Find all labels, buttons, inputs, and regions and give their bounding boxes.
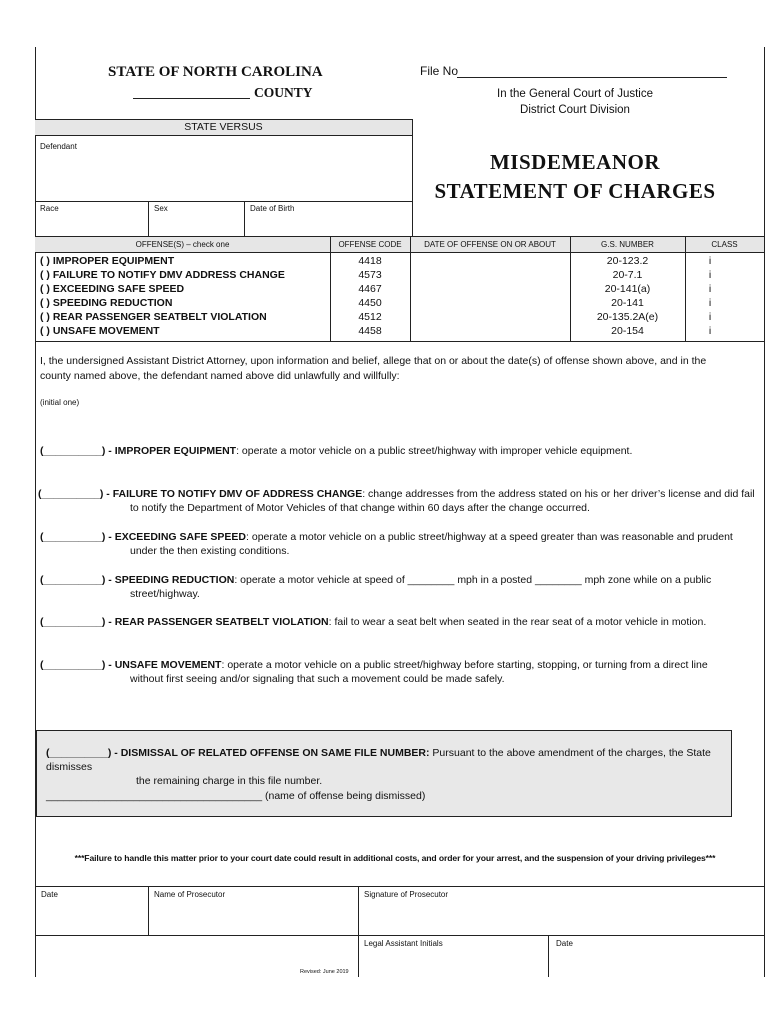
title-line1: MISDEMEANOR	[489, 150, 660, 174]
offense-class: i	[708, 297, 712, 309]
footer-top	[35, 886, 764, 887]
charge-text: : operate a motor vehicle at speed of ________ mph in a posted ________ mph zone while on a public	[234, 574, 712, 586]
gs-number: 20-7.1	[612, 269, 643, 281]
charge-title: - IMPROPER EQUIPMENT	[105, 445, 237, 457]
dismissal-body: Pursuant to the above amendment of the charges, the State dismisses	[46, 747, 711, 773]
title-line2: STATEMENT OF CHARGES	[434, 179, 716, 203]
offense-class: i	[708, 325, 712, 337]
date-field[interactable]	[36, 900, 147, 934]
charge-initial-blank[interactable]: (__________)	[40, 659, 106, 671]
county-label: COUNTY	[254, 85, 313, 100]
footer-legal-assistant-label: Legal Assistant Initials	[364, 939, 443, 948]
offense-code: 4418	[358, 255, 382, 267]
footer-prosecutor-label: Name of Prosecutor	[154, 890, 226, 899]
state-versus-bar: STATE VERSUS	[35, 119, 412, 136]
footer-mid	[35, 935, 764, 936]
defendant-field[interactable]	[36, 152, 411, 200]
dismissal-initial-blank[interactable]: (__________)	[46, 747, 112, 759]
county-blank[interactable]	[133, 98, 250, 99]
charge-initial-blank[interactable]: (__________)	[38, 488, 104, 500]
dismissal-offense-label: (name of offense being dismissed)	[265, 790, 426, 802]
gs-number: 20-135.2A(e)	[596, 311, 659, 323]
charge-title: - REAR PASSENGER SEATBELT VIOLATION	[105, 616, 329, 628]
charge-text: : change addresses from the address stated on his or her driver’s license and did fail	[362, 488, 755, 500]
date-of-offense-field[interactable]	[411, 253, 569, 341]
charge-initial-blank[interactable]: (__________)	[40, 616, 106, 628]
gs-number: 20-141	[611, 297, 644, 309]
file-no-label: File No	[420, 64, 459, 78]
charge-text: : operate a motor vehicle on a public street/highway before starting, stopping, or turning from a direct line	[221, 659, 708, 671]
offense-option[interactable]: ( ) SPEEDING REDUCTION	[40, 297, 173, 309]
offense-option[interactable]: ( ) REAR PASSENGER SEATBELT VIOLATION	[40, 311, 267, 323]
court-line2: District Court Division	[520, 104, 630, 116]
charge-text-cont: under the then existing conditions.	[130, 545, 290, 557]
prosecutor-signature-field[interactable]	[359, 900, 763, 934]
footer-date2-label: Date	[556, 939, 573, 948]
gs-number: 20-123.2	[606, 255, 649, 267]
file-no-input[interactable]	[457, 77, 727, 78]
table-header-bottom	[35, 252, 764, 253]
charge-seatbelt	[40, 615, 760, 629]
initial-one-label: (initial one)	[40, 398, 80, 407]
statement-text: I, the undersigned Assistant District Attorney, upon information and belief, allege that on or about the date(s) of offense shown above, and in the county named above, the defendant named above did unlawfully and willfully:	[40, 355, 707, 382]
legal-assistant-initials-field[interactable]	[359, 950, 547, 976]
charge-initial-blank[interactable]: (__________)	[40, 445, 106, 457]
right-border	[764, 47, 765, 977]
offense-option[interactable]: ( ) IMPROPER EQUIPMENT	[40, 255, 175, 267]
revised-label: Revised: June 2019	[300, 969, 349, 975]
race-label: Race	[40, 204, 59, 213]
code-column	[330, 254, 410, 338]
dob-label: Date of Birth	[250, 204, 295, 213]
class-column	[685, 254, 735, 338]
table-bottom	[35, 341, 764, 342]
charge-improper-equipment	[40, 444, 760, 458]
offense-code: 4458	[358, 325, 382, 337]
offense-code: 4573	[358, 269, 382, 281]
offense-class: i	[708, 311, 712, 323]
charge-text-cont: without first seeing and/or signaling that such a movement could be made safely.	[130, 673, 505, 685]
gs-number: 20-154	[611, 325, 644, 337]
col-header-offense: OFFENSE(S) – check one	[135, 240, 230, 249]
charge-initial-blank[interactable]: (__________)	[40, 531, 106, 543]
charge-title: - EXCEEDING SAFE SPEED	[105, 531, 247, 543]
dismissal-offense-row	[46, 789, 425, 803]
charge-title: - UNSAFE MOVEMENT	[105, 659, 222, 671]
charge-speeding-reduction	[40, 573, 760, 601]
charge-text: : operate a motor vehicle on a public street/highway with improper vehicle equipment.	[236, 445, 633, 457]
gs-column	[570, 254, 685, 338]
sex-divider	[244, 201, 245, 236]
offense-code: 4450	[358, 297, 382, 309]
court-line1: In the General Court of Justice	[497, 88, 653, 100]
offense-column	[40, 254, 330, 338]
sex-label: Sex	[154, 204, 168, 213]
offense-code: 4512	[358, 311, 382, 323]
footer-signature-label: Signature of Prosecutor	[364, 890, 449, 899]
charge-unsafe-movement	[40, 658, 760, 686]
charge-text-cont: street/highway.	[130, 588, 200, 600]
charge-initial-blank[interactable]: (__________)	[40, 574, 106, 586]
date2-field[interactable]	[549, 950, 763, 976]
defendant-divider	[35, 201, 412, 202]
charge-title: - FAILURE TO NOTIFY DMV OF ADDRESS CHANGE	[103, 488, 363, 500]
charge-text: : fail to wear a seat belt when seated in the rear seat of a motor vehicle in motion.	[328, 616, 707, 628]
col-header-code: OFFENSE CODE	[338, 240, 402, 249]
offense-class: i	[708, 283, 712, 295]
offense-option[interactable]: ( ) EXCEEDING SAFE SPEED	[40, 283, 185, 295]
charge-title: - SPEEDING REDUCTION	[105, 574, 235, 586]
warning-text: ***Failure to handle this matter prior to your court date could result in additional costs, and order for your arrest, and the suspension of your driving privileges***	[74, 853, 716, 863]
offense-code: 4467	[358, 283, 382, 295]
charge-text-cont: to notify the Department of Motor Vehicles of that change within 60 days after the change occurred.	[130, 502, 590, 514]
prosecutor-name-field[interactable]	[149, 900, 357, 934]
col-header-gs: G.S. NUMBER	[601, 240, 654, 249]
defendant-label: Defendant	[40, 142, 77, 151]
state-name: STATE OF NORTH CAROLINA	[108, 64, 323, 80]
footer-date-label: Date	[41, 890, 58, 899]
dismissal-offense-input[interactable]: _____________________________________	[46, 790, 263, 802]
dismissal-title: - DISMISSAL OF RELATED OFFENSE ON SAME FILE NUMBER:	[111, 747, 430, 759]
charge-text: : operate a motor vehicle on a public street/highway at a speed greater than was reasonable and prudent	[246, 531, 733, 543]
charge-exceeding-safe-speed	[40, 530, 760, 558]
race-divider	[148, 201, 149, 236]
col-header-date: DATE OF OFFENSE ON OR ABOUT	[424, 240, 556, 249]
charge-dmv-address	[38, 487, 762, 515]
defendant-box-right	[412, 119, 413, 236]
dismissal-text	[46, 746, 726, 788]
offense-class: i	[708, 269, 712, 281]
col-header-class: CLASS	[711, 240, 738, 249]
gs-number: 20-141(a)	[604, 283, 651, 295]
offense-option[interactable]: ( ) FAILURE TO NOTIFY DMV ADDRESS CHANGE	[40, 269, 285, 281]
dismissal-body-cont: the remaining charge in this file number.	[136, 775, 323, 787]
offense-class: i	[708, 255, 712, 267]
offense-option[interactable]: ( ) UNSAFE MOVEMENT	[40, 325, 160, 337]
